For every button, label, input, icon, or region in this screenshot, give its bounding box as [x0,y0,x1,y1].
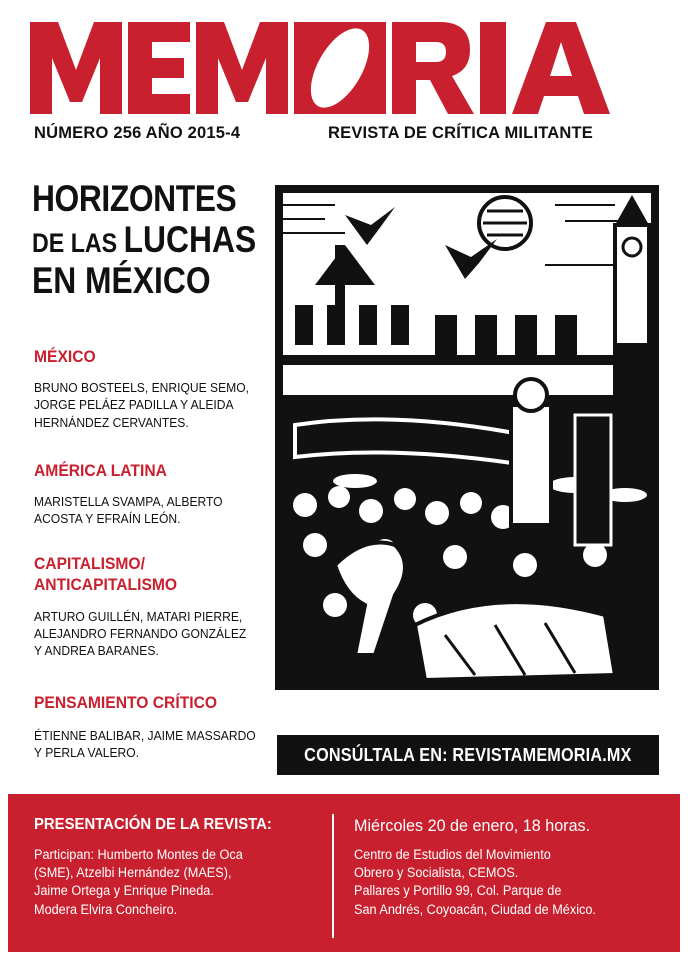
section-authors: HERNÁNDEZ CERVANTES. [34,414,189,430]
footer-left-heading: PRESENTACIÓN DE LA REVISTA: [34,816,272,833]
headline-line-2-small: DE LAS [32,228,124,258]
headline-line-2 [32,219,257,260]
section-pensamiento-critico [34,692,274,762]
issue-number: NÚMERO 256 AÑO 2015-4 [34,124,241,142]
website-link-label: CONSÚLTALA EN: REVISTAMEMORIA.MX [304,744,632,765]
section-authors: ÉTIENNE BALIBAR, JAIME MASSARDO [34,728,256,744]
cover-headline [32,180,272,299]
section-authors: JORGE PELÁEZ PADILLA Y ALEIDA [34,397,234,413]
footer-left-line: Participan: Humberto Montes de Oca [34,847,243,862]
headline-line-2-big: LUCHAS [123,219,257,260]
headline-line-3: EN MÉXICO [32,260,211,301]
section-title: PENSAMIENTO CRÍTICO [34,693,218,712]
section-authors: ACOSTA Y EFRAÍN LEÓN. [34,511,181,527]
section-authors: ALEJANDRO FERNANDO GONZÁLEZ [34,625,247,641]
footer-right-line: San Andrés, Coyoacán, Ciudad de México. [354,901,596,917]
section-title-2: ANTICAPITALISMO [34,575,178,595]
section-title: CAPITALISMO/ [34,554,145,573]
section-authors: Y ANDREA BARANES. [34,642,159,658]
tagline: REVISTA DE CRÍTICA MILITANTE [328,124,594,142]
footer-left-line: (SME), Atzelbi Hernández (MAES), [34,865,232,881]
footer-right-line: Obrero y Socialista, CEMOS. [354,865,519,881]
section-authors: ARTURO GUILLÉN, MATARI PIERRE, [34,608,243,624]
footer-right-line: Centro de Estudios del Movimiento [354,847,551,862]
headline-line-1: HORIZONTES [32,178,237,219]
section-title: AMÉRICA LATINA [34,461,167,480]
section-authors: MARISTELLA SVAMPA, ALBERTO [34,494,223,510]
footer-left-column [34,816,324,919]
woodcut-crowd-illustration-icon [275,185,659,690]
section-authors: BRUNO BOSTEELS, ENRIQUE SEMO, [34,380,249,396]
footer-left-line: Jaime Ortega y Enrique Pineda. [34,883,214,899]
footer-divider [332,814,334,938]
memoria-wordmark-icon [30,22,658,114]
footer-left-line: Modera Elvira Concheiro. [34,901,178,917]
section-mexico [34,346,274,431]
website-link[interactable] [277,735,659,775]
footer-right-line: Pallares y Portillo 99, Col. Parque de [354,883,562,899]
footer-right-column [354,816,664,919]
section-authors: Y PERLA VALERO. [34,745,140,761]
section-america-latina [34,460,274,528]
section-title: MÉXICO [34,347,96,366]
masthead-logo [30,22,658,114]
section-capitalismo [34,553,274,659]
presentation-footer [8,794,680,952]
footer-right-heading: Miércoles 20 de enero, 18 horas. [354,816,591,835]
